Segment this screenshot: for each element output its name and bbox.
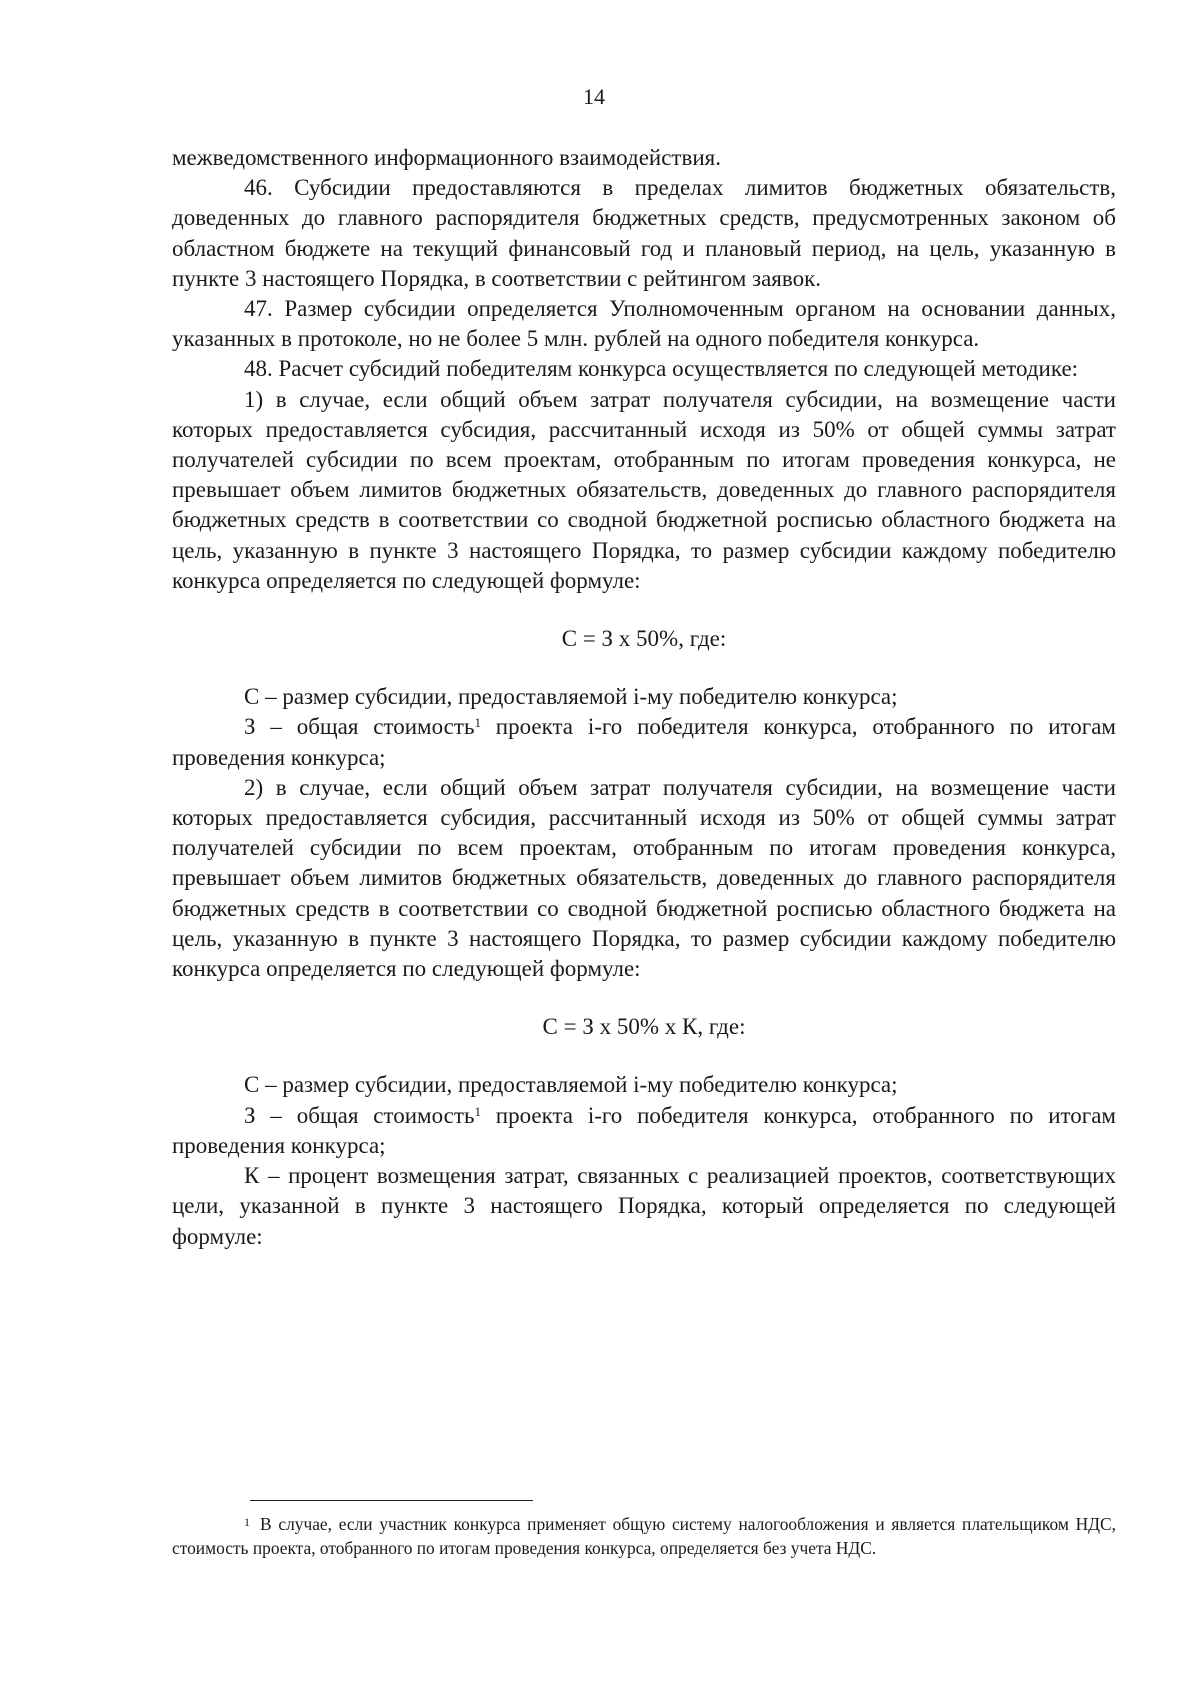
definition-1-z-start: З – общая стоимость: [244, 714, 475, 740]
footnote-reference[interactable]: 1: [474, 1103, 481, 1119]
formula-2: С = З х 50% х К, где:: [542, 1014, 746, 1040]
footnote-mark: 1: [244, 1515, 250, 1529]
paragraph-47: 47. Размер субсидии определяется Уполномоченным органом на основании данных, указанных в протоколе, но не более 5 млн. рублей на одного победителя конкурса.: [172, 296, 1116, 352]
definition-1-c: С – размер субсидии, предоставляемой i-му победителю конкурса;: [244, 684, 898, 710]
paragraph-48: 48. Расчет субсидий победителям конкурса осуществляется по следующей методике:: [244, 356, 1079, 382]
definition-1-z-end: проекта i-го победителя конкурса, отобранного по итогам проведения конкурса;: [172, 714, 1116, 770]
paragraph-case-1: 1) в случае, если общий объем затрат получателя субсидии, на возмещение части которых предоставляется субсидия, рассчитанный исходя из 50% от общей суммы затрат получателей субсидии по всем проектам, отобранным по итогам проведения конкурса, не превышает объем лимитов бюджетных обязательств, доведенных до главного распорядителя бюджетных средств в соответствии со сводной бюджетной росписью областного бюджета на цель, указанную в пункте 3 настоящего Порядка, то размер субсидии каждому победителю конкурса определяется по следующей формуле:: [172, 386, 1116, 593]
footnote-reference[interactable]: 1: [474, 715, 481, 731]
definition-2-c: С – размер субсидии, предоставляемой i-му победителю конкурса;: [244, 1072, 898, 1098]
definition-2-k: К – процент возмещения затрат, связанных с реализацией проектов, соответствующих цели, указанной в пункте 3 настоящего Порядка, который определяется по следующей формуле:: [172, 1163, 1116, 1249]
formula-1: С = З х 50%, где:: [561, 626, 727, 652]
page-number: 14: [583, 84, 605, 109]
paragraph-continuation: межведомственного информационного взаимодействия.: [172, 145, 721, 170]
paragraph-case-2: 2) в случае, если общий объем затрат получателя субсидии, на возмещение части которых предоставляется субсидия, рассчитанный исходя из 50% от общей суммы затрат получателей субсидии по всем проектам, отобранным по итогам проведения конкурса, превышает объем лимитов бюджетных обязательств, доведенных до главного распорядителя бюджетных средств в соответствии со сводной бюджетной росписью областного бюджета на цель, указанную в пункте 3 настоящего Порядка, то размер субсидии каждому победителю конкурса определяется по следующей формуле:: [172, 774, 1116, 982]
definition-2-z-end: проекта i-го победителя конкурса, отобранного по итогам проведения конкурса;: [172, 1102, 1116, 1158]
footnote: [172, 1512, 1116, 1560]
definition-2-z: [172, 1101, 1116, 1161]
definition-1-z: [172, 712, 1116, 772]
footnote-divider: [250, 1500, 533, 1501]
document-body: [172, 143, 1116, 1252]
paragraph-46: 46. Субсидии предоставляются в пределах лимитов бюджетных обязательств, доведенных до главного распорядителя бюджетных средств, предусмотренных законом об областном бюджете на текущий финансовый год и плановый период, на цель, указанную в пункте 3 настоящего Порядка, в соответствии с рейтингом заявок.: [172, 175, 1116, 291]
footnote-text: В случае, если участник конкурса применяет общую систему налогообложения и является плательщиком НДС, стоимость проекта, отобранного по итогам проведения конкурса, определяется без учета НДС.: [172, 1514, 1116, 1558]
definition-2-z-start: З – общая стоимость: [244, 1102, 475, 1128]
